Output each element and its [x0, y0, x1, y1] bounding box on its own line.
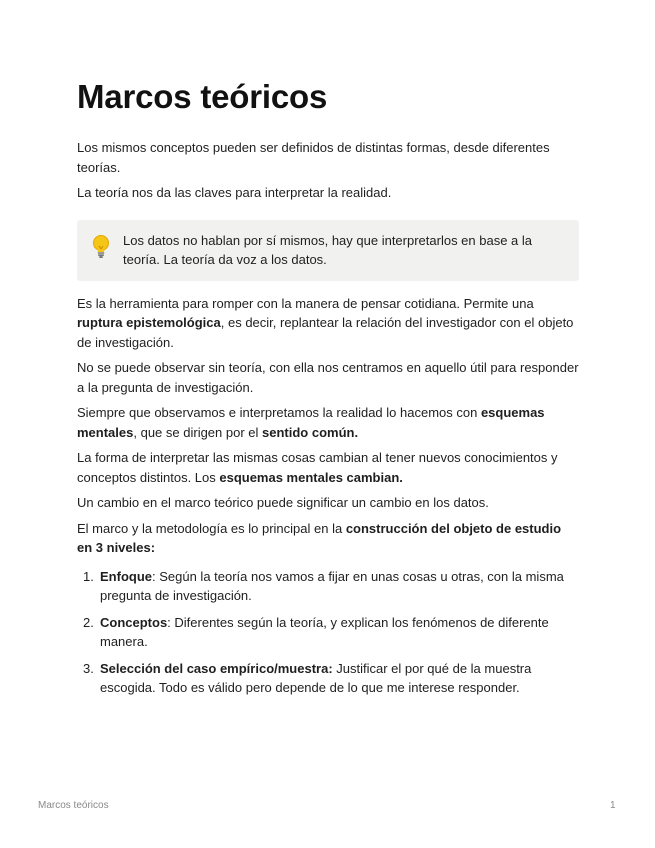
list-number: 3.: [83, 660, 94, 676]
bold-construccion: construcción del objeto de estudio en 3 niveles:: [77, 520, 562, 555]
bold-ruptura: ruptura epistemológica: [77, 315, 221, 330]
paragraph-cambio-datos: Un cambio en el marco teórico puede significar un cambio en los datos.: [77, 495, 489, 510]
paragraph-construccion: El marco y la metodología es lo principal en la construcción del objeto de estudio en 3 niveles:: [77, 520, 562, 555]
paragraph-esquemas: Siempre que observamos e interpretamos la realidad lo hacemos con esquemas mentales, que se dirigen por el sentido común.: [77, 405, 545, 440]
paragraph-observar: No se puede observar sin teoría, con ella nos centramos en aquello útil para responder a la pregunta de investigación.: [77, 360, 579, 395]
list-term: Conceptos: [100, 614, 168, 630]
list-item: 3. Selección del caso empírico/muestra: Justificar el por qué de la muestra escogida. Todo es válido pero depende de lo que me interese responder.: [83, 660, 532, 695]
callout-box: [77, 220, 579, 281]
page-title: Marcos teóricos: [77, 78, 328, 115]
page-number: 1: [610, 800, 616, 811]
list-number: 1.: [83, 568, 94, 584]
paragraph-ruptura: Es la herramienta para romper con la manera de pensar cotidiana. Permite una ruptura epistemológica, es decir, replantear la relación del investigador con el objeto de investigación.: [77, 295, 574, 350]
lightbulb-icon: [91, 234, 111, 260]
document-page: [77, 78, 579, 698]
bold-sentido-comun: sentido común.: [262, 424, 359, 440]
intro-paragraph-1: Los mismos conceptos pueden ser definidos de distintas formas, desde diferentes teorías.: [77, 140, 550, 175]
list-item: 1. Enfoque: Según la teoría nos vamos a fijar en unas cosas u otras, con la misma pregunta de investigación.: [83, 568, 564, 603]
levels-list: [77, 567, 579, 698]
paragraph-cambian: La forma de interpretar las mismas cosas cambian al tener nuevos conocimientos y conceptos distintos. Los esquemas mentales cambian.: [77, 450, 558, 485]
bold-esquemas-cambian: esquemas mentales cambian.: [219, 469, 403, 485]
footer-title: Marcos teóricos: [38, 800, 109, 811]
intro-paragraph-2: La teoría nos da las claves para interpretar la realidad.: [77, 185, 392, 200]
bold-esquemas-mentales: esquemas mentales: [77, 405, 545, 440]
list-number: 2.: [83, 614, 94, 630]
callout-text: Los datos no hablan por sí mismos, hay que interpretarlos en base a la teoría. La teoría da voz a los datos.: [123, 232, 533, 267]
list-term: Enfoque: [100, 568, 152, 584]
list-item: 2. Conceptos: Diferentes según la teoría, y explican los fenómenos de diferente manera.: [83, 614, 549, 649]
list-term: Selección del caso empírico/muestra:: [100, 660, 333, 676]
